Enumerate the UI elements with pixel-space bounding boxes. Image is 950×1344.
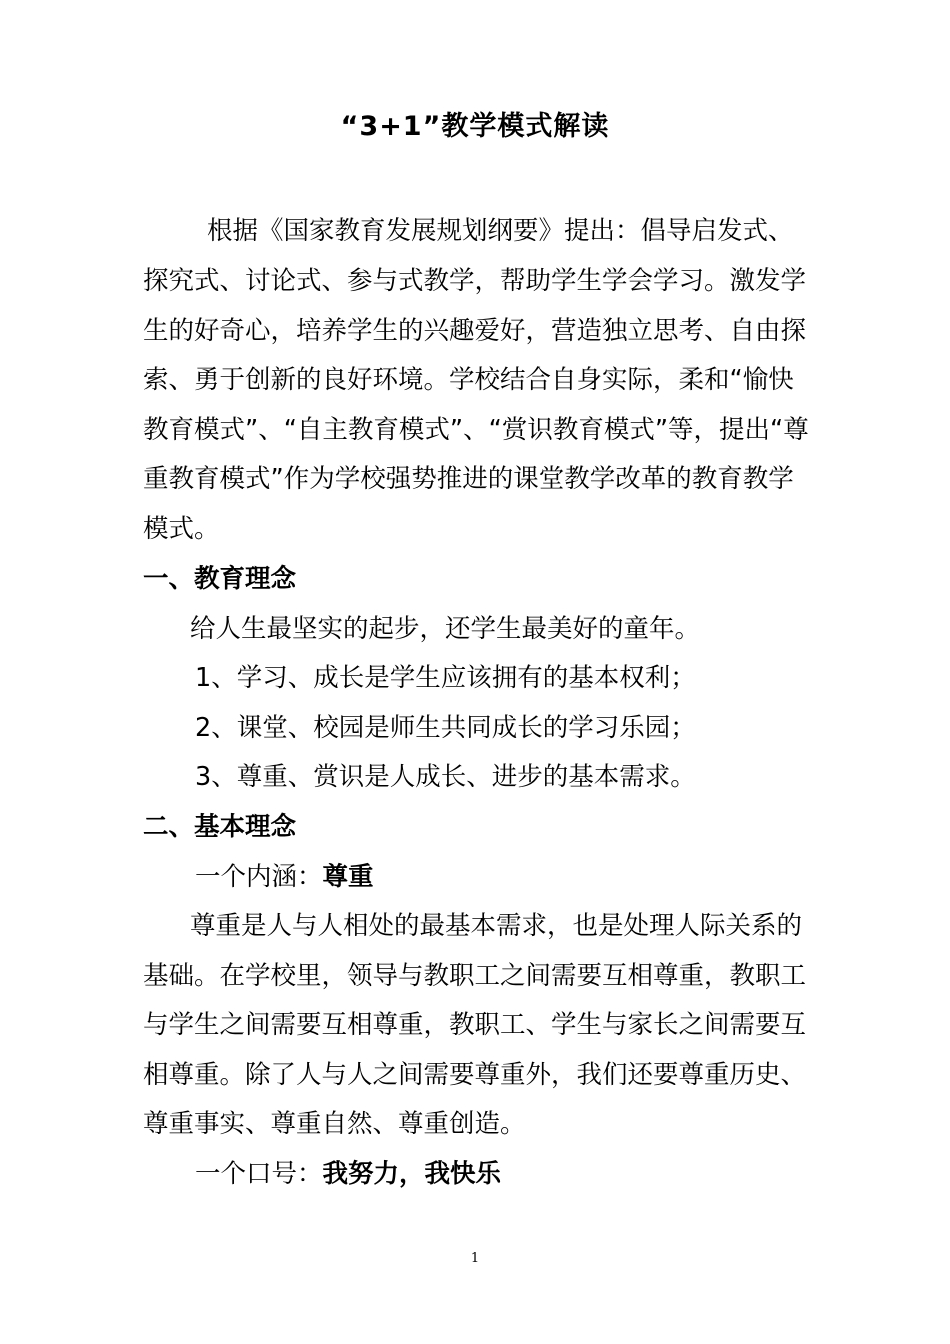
- intro-line-2: 探究式、讨论式、参与式教学，帮助学生学会学习。激发学: [143, 266, 807, 296]
- section1-motto: 给人生最坚实的起步，还学生最美好的童年。: [190, 614, 701, 644]
- section2-body-line-2: 基础。在学校里，领导与教职工之间需要互相尊重，教职工: [143, 961, 807, 991]
- section1-item-2: 2、课堂、校园是师生共同成长的学习乐园；: [195, 713, 696, 743]
- section2-body-line-3: 与学生之间需要互相尊重，教职工、学生与家长之间需要互: [143, 1010, 807, 1040]
- section1-item-3: 3、尊重、赏识是人成长、进步的基本需求。: [195, 762, 696, 792]
- section-heading-1: 一、教育理念: [143, 564, 297, 594]
- section2-body-line-1: 尊重是人与人相处的最基本需求，也是处理人际关系的: [190, 911, 803, 941]
- slogan-line: [195, 1157, 501, 1191]
- section2-body-line-5: 尊重事实、尊重自然、尊重创造。: [143, 1109, 526, 1139]
- section-heading-2: 二、基本理念: [143, 812, 297, 842]
- intro-line-3: 生的好奇心，培养学生的兴趣爱好，营造独立思考、自由探: [143, 316, 807, 346]
- intro-line-7: 模式。: [143, 514, 220, 544]
- page-number: 1: [470, 1251, 480, 1266]
- section1-item-1: 1、学习、成长是学生应该拥有的基本权利；: [195, 663, 696, 693]
- slogan-label: 一个口号：: [195, 1159, 323, 1189]
- document-title: “3+1”教学模式解读: [340, 111, 610, 142]
- connotation-label: 一个内涵：: [195, 862, 323, 892]
- connotation-value: 尊重: [322, 862, 374, 892]
- section2-body-line-4: 相尊重。除了人与人之间需要尊重外，我们还要尊重历史、: [143, 1060, 807, 1090]
- slogan-value: 我努力，我快乐: [322, 1159, 502, 1189]
- intro-line-4: 索、勇于创新的良好环境。学校结合自身实际，柔和“愉快: [143, 365, 794, 395]
- intro-line-6: 重教育模式”作为学校强势推进的课堂教学改革的教育教学: [143, 464, 794, 494]
- connotation-line: [195, 860, 374, 894]
- intro-line-1: 根据《国家教育发展规划纲要》提出：倡导启发式、: [207, 216, 794, 246]
- intro-line-5: 教育模式”、“自主教育模式”、“赏识教育模式”等，提出“尊: [143, 415, 809, 445]
